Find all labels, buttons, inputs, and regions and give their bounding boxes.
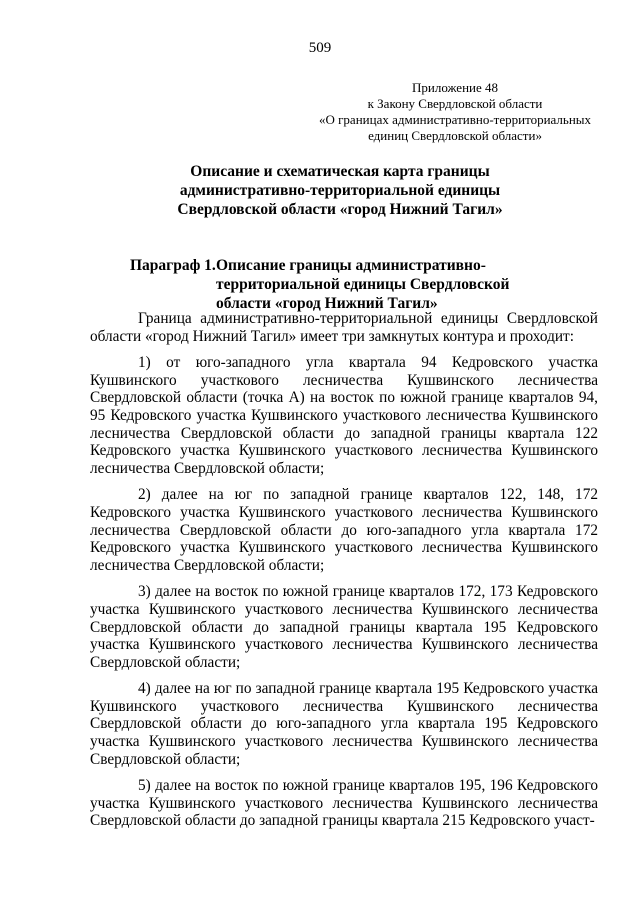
boundary-item-4: 4) далее на юг по западной границе квартала 195 Кедровского участка Кушвинского участкового лесничества Кушвинского лесничества Свердловской области до юго-западного угла квартала 195 Кедровского участка Кушвинского участкового лесничества Кушвинского лесничества Свердловской области;: [90, 680, 598, 768]
boundary-item-5: 5) далее на восток по южной границе кварталов 195, 196 Кедровского участка Кушвинского участкового лесничества Кушвинского лесничества Свердловской области до западной границы квартала 215 Кедровского участ-: [90, 777, 598, 830]
paragraph-label: Параграф 1.: [130, 257, 216, 274]
boundary-item-3: 3) далее на восток по южной границе кварталов 172, 173 Кедровского участка Кушвинского участкового лесничества Кушвинского лесничества Свердловской области до западной границы квартала 195 Кедровского участка Кушвинского участкового лесничества Кушвинского лесничества Свердловской области;: [90, 583, 598, 671]
intro-paragraph: Граница административно-территориальной единицы Свердловской области «город Нижний Тагил» имеет три замкнутых контура и проходит:: [90, 310, 598, 345]
heading-line: территориальной единицы Свердловской: [216, 276, 510, 293]
paragraph-heading-text: [216, 256, 516, 313]
title-line: Свердловской области «город Нижний Тагил»: [177, 201, 503, 218]
appendix-line: «О границах административно-территориальных: [318, 112, 592, 127]
boundary-item-1: 1) от юго-западного угла квартала 94 Кедровского участка Кушвинского участкового лесничества Кушвинского лесничества Свердловской области (точка А) на восток по южной границе кварталов 94, 95 Кедровского участка Кушвинского участкового лесничества Кушвинского лесничества Свердловской области до западной границы квартала 122 Кедровского участка Кушвинского участкового лесничества Кушвинского лесничества Свердловской области;: [90, 354, 598, 477]
appendix-line: Приложение 48: [411, 80, 499, 95]
appendix-line: к Закону Свердловской области: [367, 96, 543, 111]
document-body: [90, 310, 598, 830]
appendix-note: [305, 80, 605, 144]
document-title: [120, 162, 560, 219]
appendix-line: единиц Свердловской области»: [368, 128, 542, 143]
page-number: 509: [308, 40, 332, 56]
heading-line: Описание границы административно-: [216, 257, 486, 274]
heading-line: области «город Нижний Тагил»: [216, 295, 438, 312]
title-line: административно-территориальной единицы: [179, 182, 501, 199]
boundary-item-2: 2) далее на юг по западной границе кварталов 122, 148, 172 Кедровского участка Кушвинского участкового лесничества Кушвинского лесничества Свердловской области до юго-западного угла квартала 172 Кедровского участка Кушвинского участкового лесничества Кушвинского лесничества Свердловской области;: [90, 486, 598, 574]
title-line: Описание и схематическая карта границы: [190, 163, 490, 180]
paragraph-heading: [130, 256, 550, 313]
